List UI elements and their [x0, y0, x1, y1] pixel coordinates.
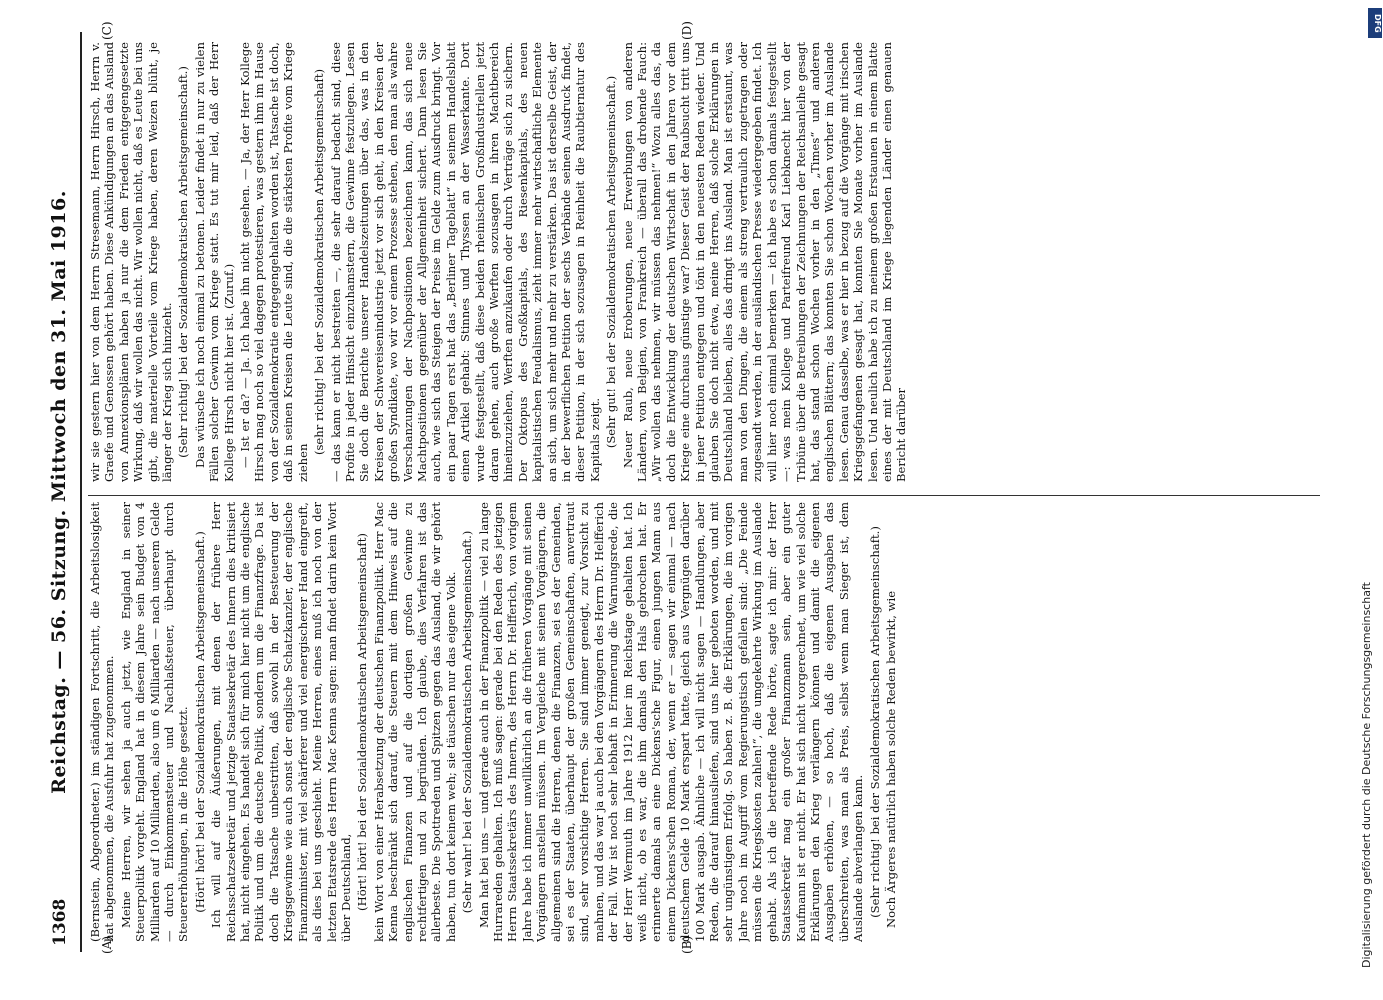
paragraph: Noch Ärgeres natürlich haben solche Reden bewirkt, wie: [883, 590, 898, 928]
paragraph: Das wünsche ich noch einmal zu betonen. Leider findet in nur zu vielen Fällen solcher Gewinn vom Kriege statt. Es tut mir leid, daß der Herr Kollege Hirsch nicht hier ist. (Zuruf.): [192, 42, 236, 482]
rotated-document-page: [40, 21, 1330, 954]
page-number: 1368: [50, 898, 70, 946]
paragraph: Man hat bei uns — und gerade auch in der Finanzpolitik — viel zu lange Hurrareden gehalten. Ich muß sagen: gerade bei den Reden des jetzigen Herrn Staatssekretärs des Innern, des Herrn Dr. Helfferich, von vorigem Jahre habe ich immer unwillkürlich an die früheren Vorgänge mit seinen Vorgängern anstellen müssen. Im Vergleiche mit seinen Vorgängern, die allgemeinen sind die Herren, denen die Finanzen, sei es der Gemeinden, sei es der Staaten, überhaupt der großen Gemeinschaften, anvertraut sind, sehr vorsichtige Herren. Sie sind immer geneigt, zur Vorsicht zu mahnen, und das war ja auch bei den Vorgängern des Herrn Dr. Helfferich der Fall. Wir ist noch sehr lebhaft in Erinnerung die Warnungsrede, die der Herr Wermuth im Jahre 1912 hier im Reichstage gehalten hat. Ich weiß nicht, ob es war, die ihm damals den Hals gebrochen hat. Er erinnerte damals an eine Dickens'sche Figur, einen jungen Mann aus einem Dickens'schen Roman, der, wenn er — sagen wir einmal — nach deutschem Gelde 10 Mark erspart hatte, gleich aus Vergnügen darüber 100 Mark ausgab. Ähnliche — ich will nicht sagen — Handlungen, aber Reden, die darauf hinausliefen, sind uns hier geboten worden, und mit sehr ungünstigem Erfolg. So haben z. B. die Erklärungen, die im vorigen Jahre noch im Augriff vom Regierungstisch gefallen sind: „Die Feinde müssen die Kriegskosten zahlen!“, die umgekehrte Wirkung im Auslande gehabt. Als ich die betreffende Rede hörte, sagte ich mir: der Herr Staatssekretär mag ein großer Finanzmann sein, aber ein guter Kaufmann ist er nicht. Er hat sich nicht vorgerechnet, um wie viel solche Erklärungen den Krieg verlängern können und damit die eigenen Ausgaben erhöhen, — so hoch, daß die eigenen Ausgaben das überschreiten, was man als Preis, selbst wenn man Sieger ist, dem Auslande abverlangen kann.: [476, 502, 866, 942]
paragraph: — das kann er nicht bestreiten —, die sehr darauf bedacht sind, diese Profite in jeder Hinsicht einzuhamstern, die Gewinne festzulegen. Lesen Sie doch die Berichte unserer Handelszeitungen über das, was in den Kreisen der Schwereisenindustrie jetzt vor sich geht, in den Kreisen der großen Syndikate, wo wir vor einem Prozesse stehen, den man als wahre Verschanzungen der Nachpositionen bezeichnen kann, das sich neue Machtpositionen gegenüber der Allgemeinheit sichert. Dann lesen Sie auch, wie sich das Steigen der Preise im Gelde zum Ausdruck bringt. Vor ein paar Tagen erst hat das „Berliner Tageblatt“ in seinem Handelsblatt einen Artikel gehabt: Stinnes und Thyssen an der Wasserkante. Dort wurde festgestellt, daß diese beiden rheinischen Großindustriellen jetzt daran gehen, auch große Werften sozusagen in ihren Machtbereich hineinzuziehen, Werften anzukaufen oder durch Verträge sich zu sichern. Der Oktopus des Großkapitals, des Riesenkapitals, des neuen kapitalistischen Feudalismus, zieht immer mehr wirtschaftliche Elemente an sich, um sich mehr und mehr zu verstärken. Das ist derselbe Geist, der in der bewerflichen Petition der sechs Verbände seinen Ausdruck findet, dieser Petition, in der sich sozusagen in Reinheit die Raubtiernatur des Kapitals zeigt.: [328, 42, 602, 482]
interjection: (sehr richtig! bei der Sozialdemokratischen Arbeitsgemeinschaft): [312, 68, 327, 456]
page-title: Reichstag. — 56. Sitzung. Mittwoch den 31. Mai 1916.: [48, 190, 70, 794]
interjection: (Sehr wahr! bei der Sozialdemokratischen Arbeitsgemeinschaft.): [460, 530, 475, 914]
paragraph: Meine Herren, wir sehen ja auch jetzt, wie England in seiner Steuerpolitik vorgeht. England hat in diesem Jahre sein Budget von 4 Milliarden auf 10 Milliarden, also um 6 Milliarden — nach unserem Gelde — durch Einkommensteuer und Nachlaßsteuer, überhaupt durch Steuererhöhungen, in die Höhe gesetzt.: [118, 502, 191, 942]
margin-marker-c: (C): [100, 21, 114, 40]
page-header: [40, 32, 82, 952]
digitization-credit: [1360, 8, 1382, 998]
paragraph: (Bernstein, Abgeordneter.) im ständigen Fortschritt, die Arbeitslosigkeit hat abgenommen, die Ausfuhr hat zugenommen.: [88, 502, 117, 942]
credit-text: Digitalisierung gefördert durch die Deutsche Forschungsgemeinschaft: [1360, 582, 1373, 968]
margin-marker-a: (A): [100, 935, 114, 954]
left-column: [88, 502, 1330, 942]
interjection: (Hört! hört! bei der Sozialdemokratischen Arbeitsgemeinschaft): [355, 533, 370, 911]
interjection: (Hört! hört! bei der Sozialdemokratischen Arbeitsgemeinschaft.): [192, 531, 207, 913]
interjection: (Sehr richtig! bei der Sozialdemokratischen Arbeitsgemeinschaft.): [176, 66, 191, 458]
paragraph: Ich will auf die Äußerungen, mit denen der frühere Herr Reichsschatzsekretär und jetzige Staatssekretär des Innern dies kritisiert hat, nicht eingehen. Es handelt sich für mich hier nicht um die englische Politik und um die deutsche Politik, sondern um die Finanzfrage. Da ist doch die Tatsache unbestritten, daß sowohl in der Besteuerung der Kriegsgewinne wie auch sonst der englische Schatzkanzler, der englische Finanzminister, mit viel schärferer und viel energischerer Hand eingreift, als dies bei uns geschieht. Meine Herren, eines muß ich noch von der letzten Etatsrede des Herrn Mac Kenna sagen: man findet darin kein Wort über Deutschland,: [209, 502, 353, 942]
column-divider: [88, 495, 1320, 496]
paragraph: kein Wort von einer Herabsetzung der deutschen Finanzpolitik. Herr Mac Kenna beschränkt sich darauf, die Steuern mit dem Hinweis auf die englischen Finanzen und auf die dortigen großen Gewinne zu rechtfertigen und zu begründen. Ich glaube, dies Verfahren ist das allerbeste. Die Spottreden und Spitzen gegen das Ausland, die wir gehört haben, tun dort keinem weh; sie täuschen nur das eigene Volk.: [371, 502, 458, 942]
margin-marker-d: (D): [680, 21, 694, 40]
interjection: (Sehr gut! bei der Sozialdemokratischen Arbeitsgemeinschaft.): [604, 75, 619, 449]
right-column: [88, 42, 1330, 482]
interjection: (Sehr richtig! bei der Sozialdemokratischen Arbeitsgemeinschaft.): [867, 526, 882, 918]
paragraph: — Ist er da? — Ja. Ich habe ihn nicht gesehen. — Ja, der Herr Kollege Hirsch mag noch so viel dagegen protestieren, was gestern ihm im Hause von der Sozialdemokratie entgegengehalten worden ist, Tatsache ist doch, daß in seinen Kreisen die Leute sind, die die stärksten Profite vom Kriege ziehen: [238, 42, 310, 482]
paragraph: Neuer Raub, neue Eroberungen, neue Erwerbungen von anderen Ländern, von Belgien, von Frankreich — überall das drohende Fauch: „Wir wollen das nehmen, wir müssen das nehmen!“ Wozu alles das, da doch die Entwicklung der deutschen Wirtschaft in den Jahren vor dem Kriege eine durchaus günstige war? Dieser Geist der Raubsucht tritt uns in jener Petition entgegen und tönt in den neuesten Reden wieder. Und glauben Sie doch nicht etwa, meine Herren, daß solche Erklärungen in Deutschland bleiben, alles das dringt ins Ausland. Man ist erstaunt, was man von den Dingen, die einem als streng vertraulich zugetragen oder zugesandt werden, in der ausländischen Presse wiedergegeben findet. Ich will hier noch einmal bemerken — ich habe es schon damals festgestellt —: was mein Kollege und Parteifreund Karl Liebknecht hier von der Tribüne über die Betreibungen der Zeichnungen der Reichsanleihe gesagt hat, das stand schon Wochen vorher in den „Times“ und anderen englischen Blättern; das konnten Sie schon Wochen vorher im Auslande lesen. Genau dasselbe, was er hier in bezug auf die Vorgänge mit irischen Kriegsgefangenen gesagt hat, konnten Sie Monate vorher im Auslande lesen. Und neulich habe ich zu meinem großen Erstaunen in einem Blatte eines der mit Deutschland im Kriege liegenden Länder einen genauen Bericht darüber: [620, 42, 909, 482]
dfg-logo: DFG: [1368, 8, 1382, 38]
margin-marker-b: (B): [680, 935, 694, 954]
paragraph: wir sie gestern hier von dem Herrn Stresemann, Herrn Hirsch, Herrn v. Graefe und Genossen gehört haben. Diese Ankündigungen an das Ausland von Annexionsplänen haben ja nur die dem Frieden entgegengesetzte Wirkung, daß wir wollen das nicht. Wir wollen nicht, daß es Leute bei uns gibt, die materielle Vorteile vom Kriege haben, deren Weizen blüht, je länger der Krieg sich hinzieht.: [88, 42, 175, 482]
